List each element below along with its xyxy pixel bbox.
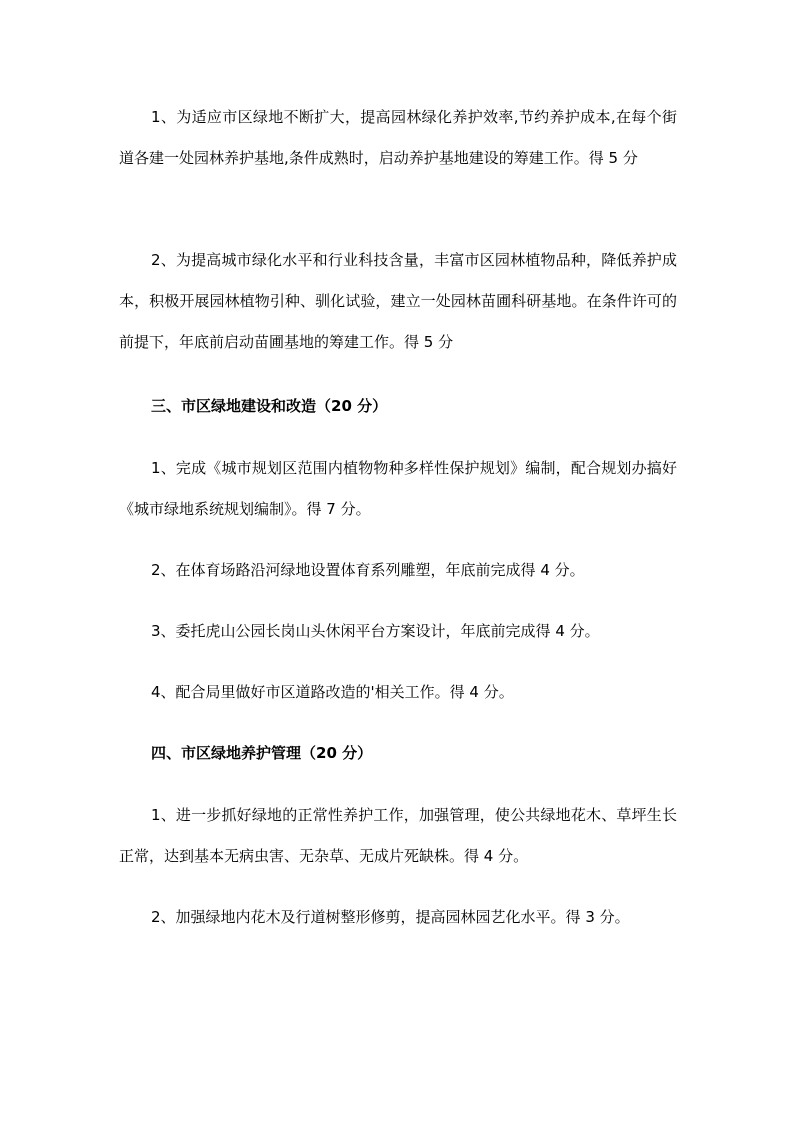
paragraph-text: 2、加强绿地内花木及行道树整形修剪，提高园林园艺化水平。得 3 分。 xyxy=(151,908,630,926)
section-heading-maintenance: 四、市区绿地养护管理（20 分） xyxy=(151,744,373,762)
paragraph-construction-3 xyxy=(119,611,677,652)
paragraph-construction-1 xyxy=(119,448,677,530)
section-heading-construction: 三、市区绿地建设和改造（20 分） xyxy=(151,397,388,415)
paragraph-text: 3、委托虎山公园长岗山头休闲平台方案设计，年底前完成得 4 分。 xyxy=(151,622,600,640)
paragraph-text: 1、进一步抓好绿地的正常性养护工作，加强管理，使公共绿地花木、草坪生长正常，达到基本无病虫害、无杂草、无成片死缺株。得 4 分。 xyxy=(119,806,677,865)
paragraph-text: 1、完成《城市规划区范围内植物物种多样性保护规划》编制，配合规划办搞好《城市绿地系统规划编制》。得 7 分。 xyxy=(119,459,677,518)
paragraph-text: 4、配合局里做好市区道路改造的'相关工作。得 4 分。 xyxy=(151,683,514,701)
paragraph-maintenance-1 xyxy=(119,795,677,877)
paragraph-maintenance-2 xyxy=(119,897,677,938)
paragraph-text: 2、为提高城市绿化水平和行业科技含量，丰富市区园林植物品种，降低养护成本，积极开展园林植物引种、驯化试验，建立一处园林苗圃科研基地。在条件许可的前提下，年底前启动苗圃基地的筹建工作。得 5 分 xyxy=(119,251,677,351)
paragraph-text: 2、在体育场路沿河绿地设置体育系列雕塑，年底前完成得 4 分。 xyxy=(151,561,585,579)
paragraph-nursery-base-2 xyxy=(119,240,677,363)
paragraph-construction-2 xyxy=(119,550,677,591)
paragraph-nursery-base-1 xyxy=(119,97,677,179)
paragraph-construction-4 xyxy=(119,672,677,713)
paragraph-text: 1、为适应市区绿地不断扩大，提高园林绿化养护效率,节约养护成本,在每个街道各建一处园林养护基地,条件成熟时，启动养护基地建设的筹建工作。得 5 分 xyxy=(119,108,677,167)
